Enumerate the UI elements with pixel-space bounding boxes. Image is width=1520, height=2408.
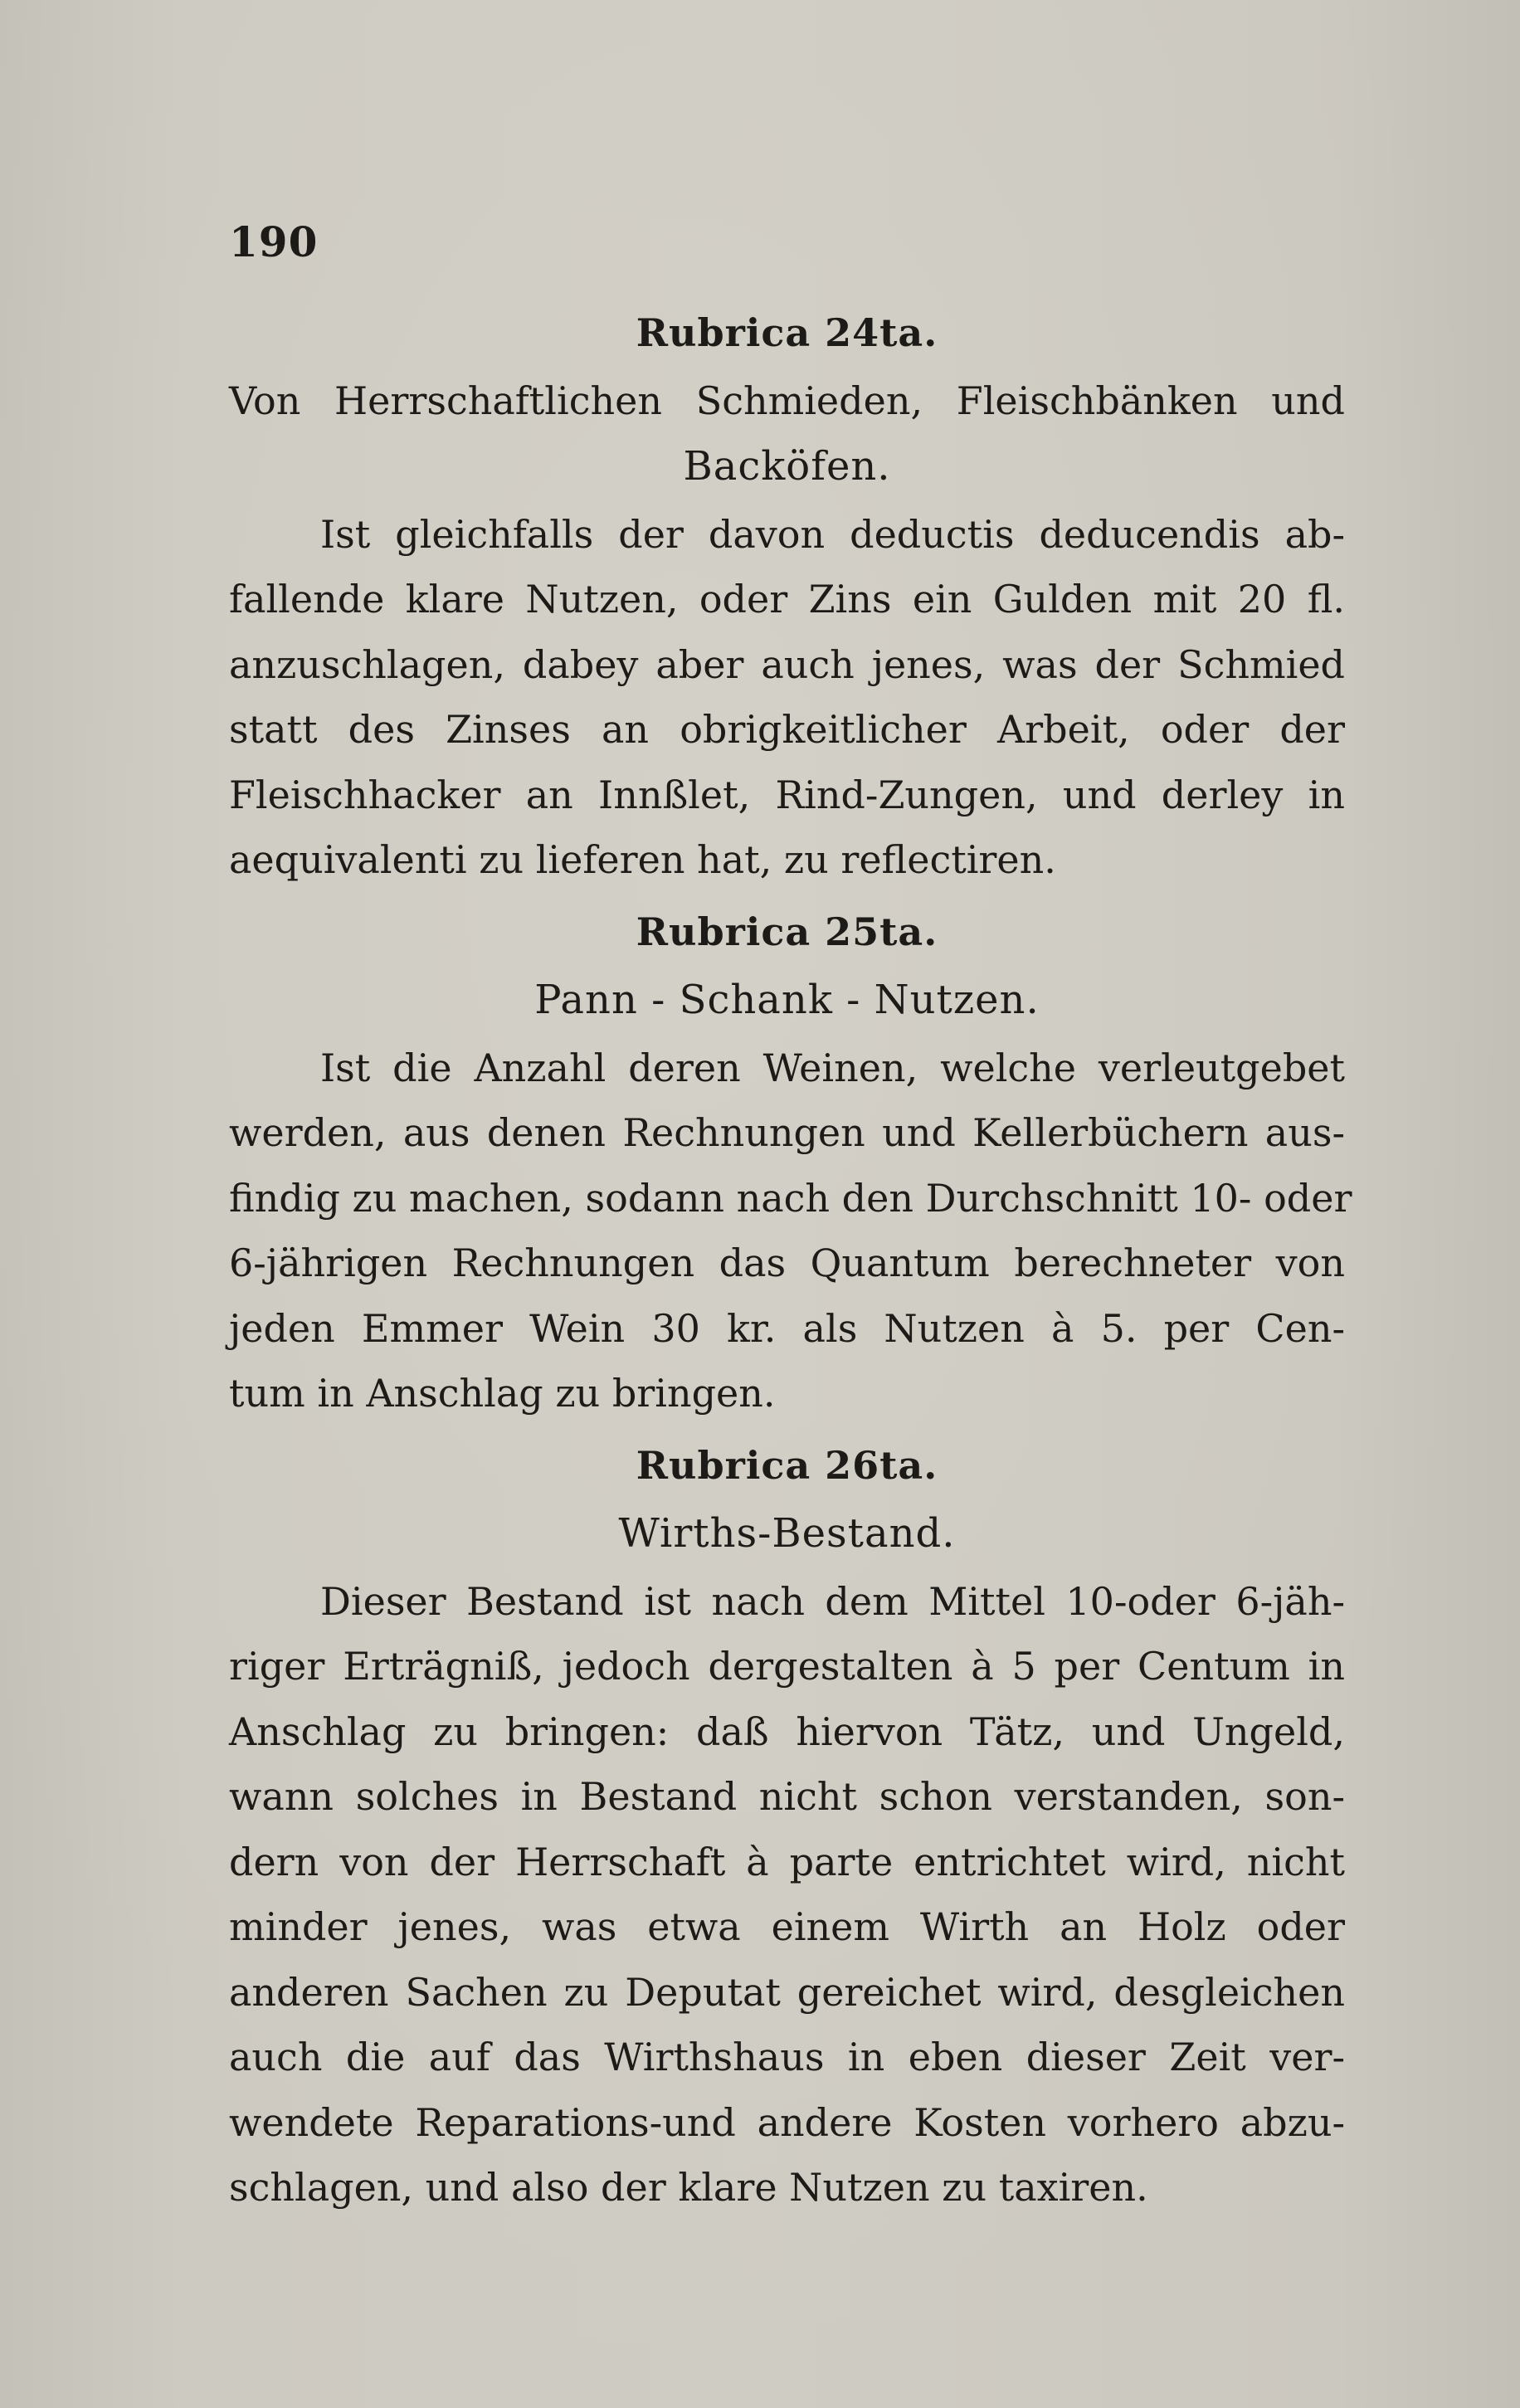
section-title-line: Pann - Schank - Nutzen. <box>534 976 1040 1023</box>
body-line: statt des Zinses an obrigkeitlicher Arbeit, oder der <box>229 707 1345 752</box>
section-body <box>229 502 1345 893</box>
body-line: wendete Reparations-und andere Kosten vorhero abzu- <box>229 2099 1345 2145</box>
body-line: 6-jährigen Rechnungen das Quantum berechneter von <box>229 1241 1345 1285</box>
body-line: tum in Anschlag zu bringen. <box>229 1371 776 1416</box>
body-line: riger Erträgniß, jedoch dergestalten à 5 per Centum in <box>229 1644 1345 1689</box>
body-line: findig zu machen, sodann nach den Durchschnitt 10- oder <box>229 1175 1352 1221</box>
section-heading: Rubrica 25ta. <box>636 909 938 954</box>
section-body <box>229 1036 1352 1426</box>
body-line: wann solches in Bestand nicht schon verstanden, son- <box>229 1774 1345 1819</box>
section-heading: Rubrica 26ta. <box>636 1442 938 1488</box>
body-line: Ist die Anzahl deren Weinen, welche verleutgebet <box>320 1045 1345 1090</box>
body-line: Dieser Bestand ist nach dem Mittel 10-oder 6-jäh- <box>320 1578 1345 1624</box>
body-line: aequivalenti zu lieferen hat, zu reflectiren. <box>229 837 1056 882</box>
body-line: anzuschlagen, dabey aber auch jenes, was der Schmied <box>229 641 1345 687</box>
body-line: jeden Emmer Wein 30 kr. als Nutzen à 5. per Cen- <box>229 1305 1345 1351</box>
body-line: minder jenes, was etwa einem Wirth an Holz oder <box>229 1904 1345 1949</box>
body-line: Fleischhacker an Innßlet, Rind-Zungen, und derley in <box>229 772 1345 817</box>
section-rubrica-24 <box>229 300 1345 893</box>
body-line: schlagen, und also der klare Nutzen zu taxiren. <box>229 2165 1148 2210</box>
section-heading: Rubrica 24ta. <box>636 310 938 355</box>
body-line: dern von der Herrschaft à parte entrichtet wird, nicht <box>229 1839 1345 1884</box>
body-line: Anschlag zu bringen: daß hiervon Tätz, und Ungeld, <box>229 1709 1345 1754</box>
body-line: Ist gleichfalls der davon deductis deducendis ab- <box>320 511 1345 557</box>
section-body <box>229 1569 1345 2220</box>
section-title-line: Wirths-Bestand. <box>618 1509 956 1557</box>
section-rubrica-25 <box>229 899 1352 1426</box>
page-number: 190 <box>229 217 319 266</box>
page-text <box>229 300 1352 2220</box>
section-title-line: Backöfen. <box>683 442 891 490</box>
section-rubrica-26 <box>229 1433 1345 2220</box>
body-line: auch die auf das Wirthshaus in eben dieser Zeit ver- <box>229 2035 1345 2079</box>
body-line: anderen Sachen zu Deputat gereichet wird, desgleichen <box>229 1969 1345 2015</box>
body-line: fallende klare Nutzen, oder Zins ein Gulden mit 20 fl. <box>229 577 1345 621</box>
section-title-line: Von Herrschaftlichen Schmieden, Fleischbänken und <box>229 378 1345 423</box>
body-line: werden, aus denen Rechnungen und Kellerbüchern aus- <box>229 1110 1345 1155</box>
